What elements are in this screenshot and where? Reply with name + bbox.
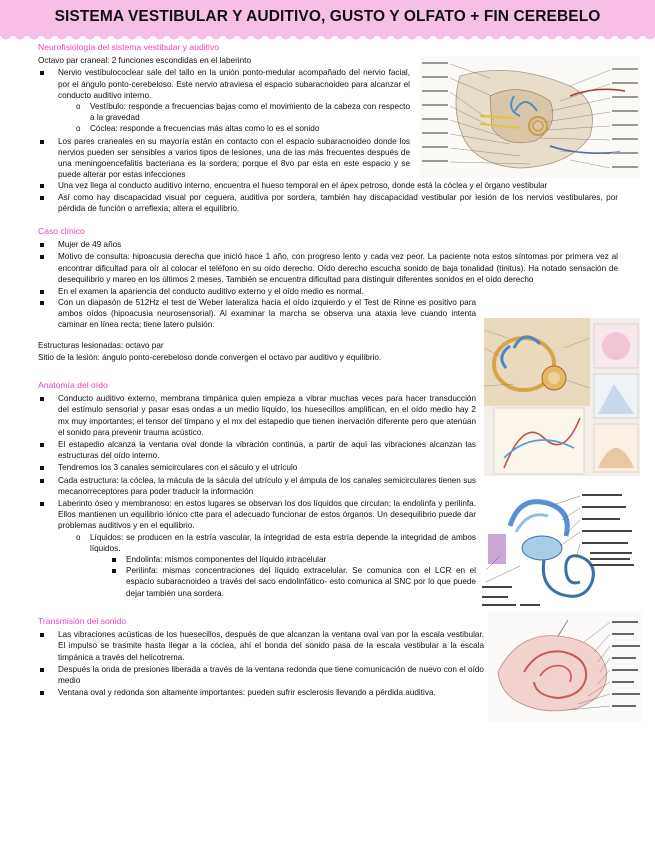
list-item	[38, 687, 484, 698]
list-item	[38, 180, 618, 191]
bullet-list	[38, 67, 410, 180]
sub-item-text: Cóclea: responde a frecuencias más altas como lo es el sonido	[90, 124, 320, 134]
list-item	[38, 192, 618, 214]
bullet-list	[38, 297, 476, 331]
list-item-text: Así como hay discapacidad visual por ceguera, auditiva por sordera, también hay discapacidad vestibular por lesión de los nervios vestibulares, por pérdida de función o arreflexia; altera el equilibrio.	[58, 193, 618, 214]
list-item-text: Laberinto óseo y membranoso: en estos lugares se observan los dos líquidos que circulan; la endolinfa y perilinfa. Ellos mantienen un equilibrio iónico ctte para el adecuado funcionar de estos órganos. Un desequilibrio puede dar problemas auditivos y en el equilibrio.	[58, 499, 476, 531]
cochlea-diagram-figure	[480, 486, 642, 614]
list-item	[38, 629, 484, 663]
bullet-list	[38, 239, 618, 297]
sub-item-text: Líquidos: se producen en la estría vascular, la integridad de esta estría depende la integridad de ambos líquidos.	[90, 532, 476, 553]
list-item	[38, 498, 476, 599]
sub-list	[76, 101, 410, 135]
inner-ear-figure	[484, 318, 640, 476]
list-item-text: Una vez llega al conducto auditivo interno, encuentra el hueso temporal en el ápex petroso, donde está la cóclea y el órgano vestibular	[58, 181, 548, 190]
section-heading: Anatomía del oído	[38, 380, 108, 390]
list-item-text: Motivo de consulta: hipoacusia derecha que inició hace 1 año, con progreso lento y cada vez peor. La paciente nota estos síntomas por primera vez al encontrar dificultad para oír al colocar el teléfono en su oído derecho. Oído derecho escucha sonido de baja tonalidad (tinitus). Ha notado sensación de desequilibrio y mareo en los últimos 2 meses. También se encuentra dificultad para distinguir diferentes sonidos en el oído derecho	[58, 252, 618, 284]
list-item-text: Después la onda de presiones liberada a través de la ventana redonda que tiene comunicación de nuevo con el oído medio	[58, 664, 484, 686]
list-item	[38, 239, 618, 250]
list-item	[38, 664, 484, 686]
section-caso-clinico-cont	[38, 297, 476, 364]
sub-list-item	[76, 532, 476, 599]
bullet-list	[38, 629, 484, 698]
sub-sub-item-text: Endolinfa: mismos componentes del líquido intracelular	[126, 555, 327, 565]
sub-list-item	[76, 123, 410, 134]
sub-sub-list-item	[112, 565, 476, 599]
list-item-text: Cada estructura: la cóclea, la mácula de la sácula del utrículo y el ámpula de los canales semicirculares tienen sus mecanorreceptores para poder traducir la información	[58, 475, 476, 496]
list-item	[38, 462, 476, 473]
list-item-text: Tendremos los 3 canales semicirculares con el sáculo y el utrículo	[58, 463, 298, 473]
section-heading: Transmisión del sonido	[38, 616, 127, 626]
bullet-list	[38, 393, 476, 599]
list-item	[38, 439, 476, 461]
section-heading: Caso clínico	[38, 226, 85, 236]
list-item	[38, 67, 410, 134]
bullet-list	[38, 180, 618, 215]
list-item-text: El estapedio alcanza la ventana oval donde la vibración continúa, a partir de aquí las vibraciones alcanzan las estructuras del oído interno.	[58, 440, 476, 461]
sub-sub-list-item	[112, 554, 476, 565]
section-neurofisiologia-cont	[38, 180, 618, 216]
list-item-text: Nervio vestibulococlear sale del tallo en la unión ponto-medular acompañado del nervio facial, por el ángulo ponto-cerebeloso. Este nervio atraviesa el espacio subaracnoideo para alcanzar el conducto auditivo interno.	[58, 68, 410, 100]
list-item	[38, 475, 476, 497]
section-anatomia	[38, 380, 476, 600]
ear-anatomy-figure	[420, 56, 640, 178]
list-item	[38, 136, 410, 181]
sub-item-text: Vestíbulo: responde a frecuencias bajas como el movimiento de la cabeza con respecto a la gravedad	[90, 102, 410, 123]
sub-sub-item-text: Perilinfa: mismas concentraciones del líquido extracelular. Se comunica con el LCR en el espacio subaracnoideo a través del saco endolinfático- esto comunica al SNC por lo que puede dejar también una sordera.	[126, 566, 476, 598]
list-item-text: Las vibraciones acústicas de los huesecillos, después de que alcanzan la ventana oval van por la escala vestibular. El impulso se trasmite hasta llegar a la cóclea, ahí el bonda del sonido pasa de la escala vestibular a la escala timpánica a través del helicotrema.	[58, 630, 484, 662]
list-item-text: Los pares craneales en su mayoría están en contacto con el espacio subaracnoideo donde los nervios pueden ser sensibles a varios tipos de lesiones, una de las más frecuentes después de una meningoencefalitis bacteriana es la sordera; porque el 8vo par esta en este espacio y se puede alterar por estas infecciones	[58, 136, 410, 180]
sound-transmission-figure	[488, 612, 642, 722]
list-item	[38, 393, 476, 438]
section-heading: Neurofisiología del sistema vestibular y auditivo	[38, 42, 220, 52]
list-item-text: Conducto auditivo externo, membrana timpánica quien empieza a vibrar muchas veces para hacer transducción del estímulo sensorial y pasar esas ondas a un medio líquido, los huesecillos amplifican, en el oído medio hay 2 mx muy importantes; el tensor del tímpano y el mx del estapedio que tienen inervación diferente pero que atenúan el sonido para prevenir trauma acústico.	[58, 394, 476, 437]
list-item-text: Ventana oval y redonda son altamente importantes: pueden sufrir esclerosis llevando a pérdida auditiva.	[58, 688, 436, 698]
sub-list-item	[76, 101, 410, 123]
list-item-text: En el examen la apariencia del conducto auditivo externo y el oído medio es normal.	[58, 287, 364, 297]
page-title: SISTEMA VESTIBULAR Y AUDITIVO, GUSTO Y OLFATO + FIN CEREBELO	[54, 8, 601, 25]
sub-sub-list	[112, 554, 476, 599]
lesion-structures: Estructuras lesionadas: octavo par	[38, 340, 164, 350]
list-item-text: Mujer de 49 años	[58, 240, 122, 250]
section-caso-clinico	[38, 226, 618, 298]
list-item	[38, 286, 618, 297]
list-item	[38, 251, 618, 285]
list-item	[38, 297, 476, 331]
section-neurofisiologia	[38, 42, 410, 181]
intro-text: Octavo par craneal: 2 funciones escondidas en el laberinto	[38, 56, 252, 66]
section-transmision	[38, 616, 484, 699]
list-item-text: Con un diapasón de 512Hz el test de Weber lateraliza hacia el oído izquierdo y el Test de Rinne es positivo para ambos oídos (hipoacusia neurosensorial). Al examinar la marcha se observa una ataxia leve cuando intenta caminar en línea recta; tiene latero pulsión.	[58, 298, 476, 330]
lesion-site: Sitio de la lesión: ángulo ponto-cerebeloso donde convergen el octavo par auditivo y equilibrio.	[38, 352, 382, 362]
sub-list	[76, 532, 476, 599]
